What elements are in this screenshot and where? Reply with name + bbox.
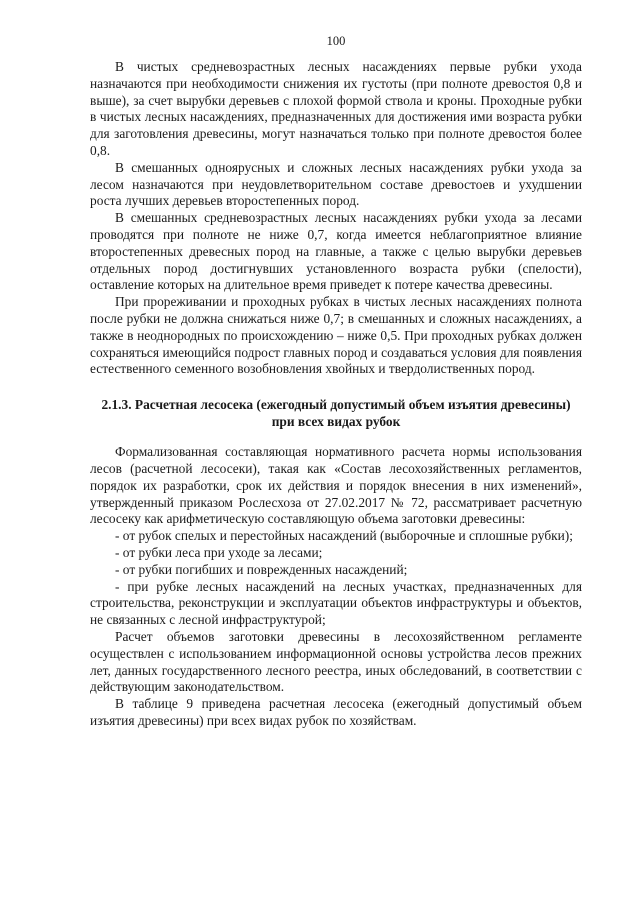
paragraph-mixed-single-tier: В смешанных одноярусных и сложных лесных насаждениях рубки ухода за лесом назначаются при неудовлетворительном составе древостоев и ухудшении роста лучших деревьев второстепенных пород.: [90, 159, 582, 209]
list-item: - от рубок спелых и перестойных насаждений (выборочные и сплошные рубки);: [115, 528, 573, 544]
paragraph-pure-stands: В чистых средневозрастных лесных насаждениях первые рубки ухода назначаются при необходимости снижения их густоты (при полноте древостоя 0,8 и выше), за счет вырубки деревьев с плохой формой ствола и кроны. Проходные рубки в чистых лесных насаждениях, предназначенных для достижения ими возраста рубки для заготовления древесины, могут назначаться только при полноте древостоя более 0,8.: [90, 59, 582, 158]
list-item: - от рубки леса при уходе за лесами;: [115, 544, 323, 560]
paragraph-calculation: Расчет объемов заготовки древесины в лесохозяйственном регламенте осуществлен с использованием информационной основы устройства лесов прежних лет, данных государственного лесного реестра, иных обследований, в соответствии с действующим законодательством.: [90, 628, 582, 695]
page-number: 100: [326, 34, 346, 48]
list-item: - от рубки погибших и поврежденных насаждений;: [115, 561, 408, 577]
section-heading: 2.1.3. Расчетная лесосека (ежегодный допустимый объем изъятия древесины) при всех видах рубок: [101, 397, 571, 430]
paragraph-thinning: При прореживании и проходных рубках в чистых лесных насаждениях полнота после рубки не должна снижаться ниже 0,7; в смешанных и сложных насаждениях, а также в неоднородных по происхождению – ниже 0,5. При проходных рубках должен сохраняться имеющийся подрост главных пород и создаваться условия для появления естественного семенного возобновления хвойных и твердолиственных пород.: [90, 294, 582, 377]
list-item: - при рубке лесных насаждений на лесных участках, предназначенных для строительства, реконструкции и эксплуатации объектов инфраструктуры и объектов, не связанных с лесной инфраструктурой;: [90, 578, 582, 628]
paragraph-mixed-middle-aged: В смешанных средневозрастных лесных насаждениях рубки ухода за лесами проводятся при полноте не ниже 0,7, когда имеется неблагоприятное влияние второстепенных древесных пород на главные, а также с целью вырубки деревьев отдельных пород достигнувших установленного возраста рубки (спелости), оставление которых на длительное время приведет к потере качества древесины.: [90, 210, 582, 293]
paragraph-table-reference: В таблице 9 приведена расчетная лесосека (ежегодный допустимый объем изъятия древесины) при всех видах рубок по хозяйствам.: [90, 696, 582, 728]
paragraph-formalized-component: Формализованная составляющая нормативного расчета нормы использования лесов (расчетной лесосеки), такая как «Состав лесохозяйственных регламентов, порядок их разработки, срок их действия и порядок внесения в них изменений», утвержденный приказом Рослесхоза от 27.02.2017 № 72, рассматривает расчетную лесосеку как арифметическую составляющую объема заготовки древесины:: [90, 444, 582, 527]
